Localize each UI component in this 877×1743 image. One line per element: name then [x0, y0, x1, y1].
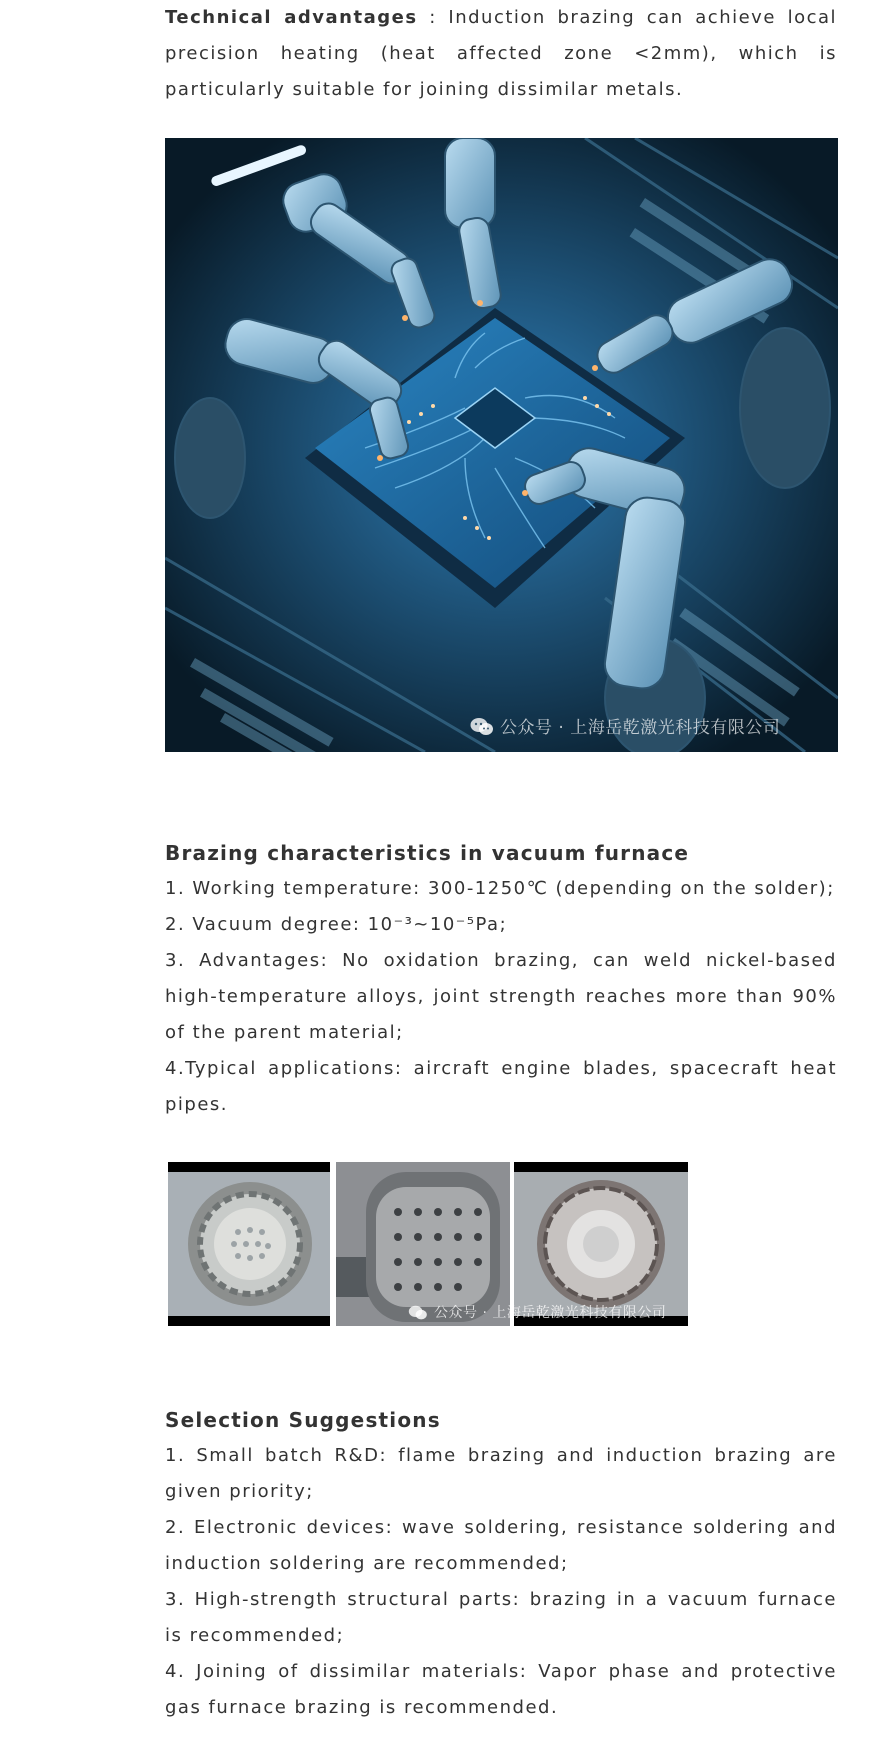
hero-watermark-text: 公众号 · 上海岳乾激光科技有限公司	[500, 718, 781, 738]
intro-text: : Induction brazing can achieve local precision heating (heat affected zone <2mm), which is particularly suitable for joining dissimilar metals.	[165, 7, 838, 100]
selection-item: 1. Small batch R&D: flame brazing and induction brazing are given priority;	[165, 1445, 837, 1502]
brazed-ring-photo	[168, 1162, 330, 1326]
robot-pcb-image	[165, 138, 838, 752]
intro-bold-label: Technical advantages	[165, 7, 418, 28]
triptych-watermark	[408, 1302, 666, 1322]
selection-item: 4. Joining of dissimilar materials: Vapor phase and protective gas furnace brazing is recommended.	[165, 1661, 837, 1718]
vacuum-item: 4.Typical applications: aircraft engine blades, spacecraft heat pipes.	[165, 1058, 837, 1115]
selection-item: 2. Electronic devices: wave soldering, resistance soldering and induction soldering are recommended;	[165, 1517, 837, 1574]
hero-watermark	[470, 713, 780, 738]
vacuum-section	[165, 838, 837, 1123]
brazed-parts-images	[168, 1162, 688, 1326]
selection-heading: Selection Suggestions	[165, 1408, 441, 1432]
selection-section	[165, 1405, 837, 1726]
vacuum-item: 2. Vacuum degree: 10⁻³~10⁻⁵Pa;	[165, 914, 508, 935]
wechat-icon	[408, 1305, 428, 1321]
vacuum-item: 1. Working temperature: 300-1250℃ (depending on the solder);	[165, 878, 835, 899]
intro-paragraph	[165, 0, 837, 108]
vacuum-item: 3. Advantages: No oxidation brazing, can weld nickel-based high-temperature alloys, joint strength reaches more than 90% of the parent material;	[165, 950, 837, 1043]
selection-item: 3. High-strength structural parts: brazing in a vacuum furnace is recommended;	[165, 1589, 837, 1646]
triptych-watermark-text: 公众号 · 上海岳乾激光科技有限公司	[434, 1305, 667, 1321]
wechat-icon	[470, 717, 494, 737]
vacuum-heading: Brazing characteristics in vacuum furnace	[165, 841, 690, 865]
